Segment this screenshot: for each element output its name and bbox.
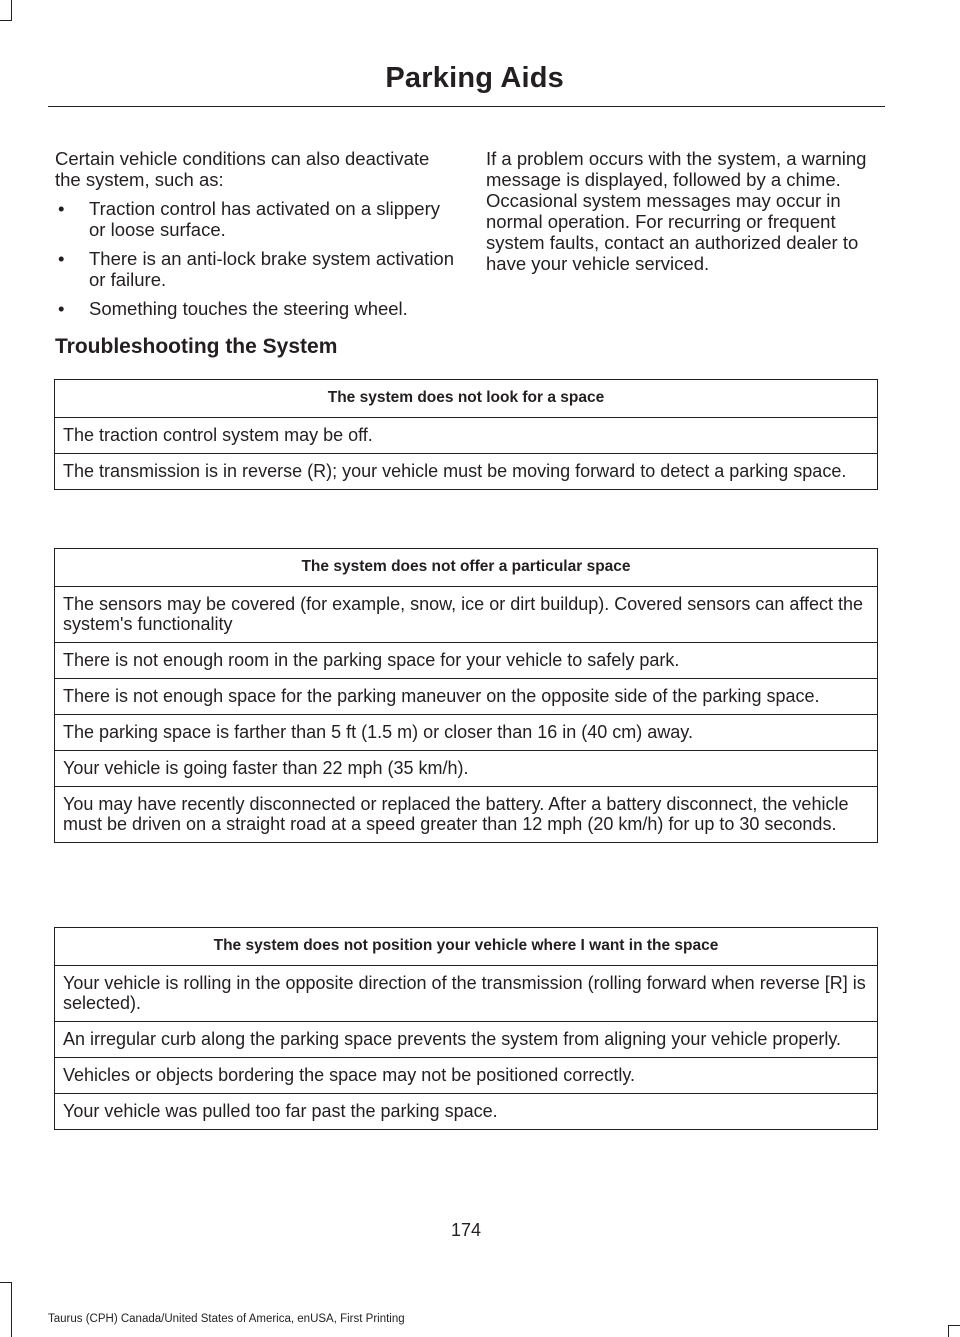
list-item-text: Traction control has activated on a slippery or loose surface. — [89, 198, 440, 240]
table-row — [55, 1022, 878, 1058]
list-item — [55, 248, 455, 290]
table-cell: Your vehicle is rolling in the opposite direction of the transmission (rolling forward when reverse [R] is selected). — [55, 966, 878, 1022]
crop-mark-bottom-left-v — [11, 1282, 12, 1337]
table-cell: An irregular curb along the parking space prevents the system from aligning your vehicle properly. — [55, 1022, 878, 1058]
table-no-space-search — [54, 379, 878, 490]
table-not-positioned — [54, 927, 878, 1130]
table-no-particular-space — [54, 548, 878, 843]
table-cell: The transmission is in reverse (R); your vehicle must be moving forward to detect a parking space. — [55, 454, 878, 490]
table-cell: There is not enough room in the parking space for your vehicle to safely park. — [55, 643, 878, 679]
table-header: The system does not offer a particular space — [55, 549, 878, 587]
crop-mark-bottom-left-h — [0, 1282, 12, 1283]
intro-left-column — [55, 148, 455, 327]
table-row — [55, 1094, 878, 1130]
section-heading: Troubleshooting the System — [55, 335, 338, 358]
table-header: The system does not position your vehicle where I want in the space — [55, 928, 878, 966]
crop-mark-top-left-v — [11, 0, 12, 20]
page-number: 174 — [450, 1220, 482, 1240]
table-row — [55, 1058, 878, 1094]
table-cell: The sensors may be covered (for example, snow, ice or dirt buildup). Covered sensors can affect the system's functionality — [55, 587, 878, 643]
table-cell: You may have recently disconnected or replaced the battery. After a battery disconnect, the vehicle must be driven on a straight road at a speed greater than 12 mph (20 km/h) for up to 30 seconds. — [55, 787, 878, 843]
table-cell: The traction control system may be off. — [55, 418, 878, 454]
table-cell: There is not enough space for the parking maneuver on the opposite side of the parking space. — [55, 679, 878, 715]
intro-lead: Certain vehicle conditions can also deactivate the system, such as: — [55, 148, 430, 190]
problem-paragraph: If a problem occurs with the system, a warning message is displayed, followed by a chime. Occasional system messages may occur in normal operation. For recurring or frequent system faults, contact an authorized dealer to have your vehicle serviced. — [486, 148, 867, 274]
bullet-icon: • — [58, 298, 65, 319]
table-row — [55, 587, 878, 643]
list-item-text: There is an anti-lock brake system activation or failure. — [89, 248, 455, 290]
table-cell: The parking space is farther than 5 ft (1.5 m) or closer than 16 in (40 cm) away. — [55, 715, 878, 751]
table-row — [55, 715, 878, 751]
table-row — [55, 418, 878, 454]
bullet-icon: • — [58, 248, 65, 269]
header-divider — [48, 106, 885, 107]
list-item — [55, 298, 455, 319]
condition-list — [55, 198, 455, 319]
crop-mark-bottom-right-h — [948, 1325, 960, 1326]
table-row — [55, 787, 878, 843]
page-title: Parking Aids — [385, 62, 564, 94]
table-row — [55, 454, 878, 490]
table-row — [55, 966, 878, 1022]
bullet-icon: • — [58, 198, 65, 219]
list-item — [55, 198, 455, 240]
table-row — [55, 751, 878, 787]
table-header: The system does not look for a space — [55, 380, 878, 418]
list-item-text: Something touches the steering wheel. — [89, 298, 408, 319]
table-row — [55, 643, 878, 679]
footer-text: Taurus (CPH) Canada/United States of America, enUSA, First Printing — [48, 1313, 405, 1325]
crop-mark-top-left-h — [0, 20, 12, 21]
table-cell: Your vehicle was pulled too far past the parking space. — [55, 1094, 878, 1130]
crop-mark-bottom-right-v — [948, 1325, 949, 1337]
table-cell: Your vehicle is going faster than 22 mph (35 km/h). — [55, 751, 878, 787]
table-cell: Vehicles or objects bordering the space may not be positioned correctly. — [55, 1058, 878, 1094]
table-row — [55, 679, 878, 715]
